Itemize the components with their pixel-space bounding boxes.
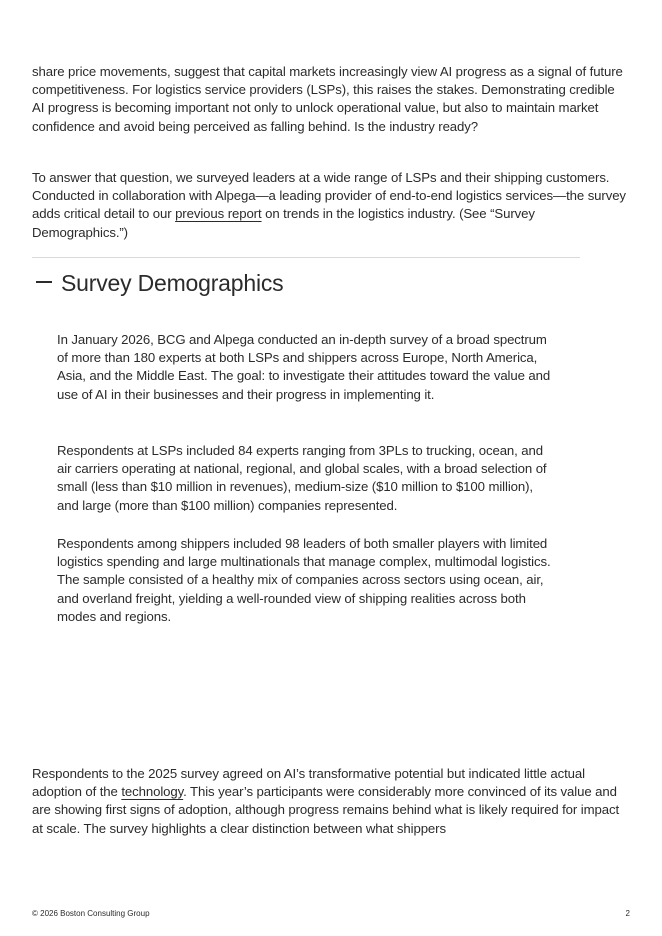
survey-demographics-title: Survey Demographics: [61, 270, 284, 296]
footer-copyright: © 2026 Boston Consulting Group: [32, 909, 150, 918]
section-divider: [32, 257, 580, 258]
demographics-paragraph-2: Respondents at LSPs included 84 experts ranging from 3PLs to trucking, ocean, and air carriers operating at national, regional, and global scales, with a broad selection of small (less than $10 million in revenues), medium-size ($10 million to $100 million), and large (more than $100 million) companies represented.: [57, 443, 547, 513]
closing-text-after: . This year’s participants were considerably more convinced of its value and are showing first signs of adoption, although progress remains behind what is likely required for impact at scale. The survey highlights a clear distinction between what shippers: [32, 784, 620, 836]
previous-report-link[interactable]: previous report: [175, 206, 262, 222]
intro-paragraph-2: [32, 169, 628, 242]
demographics-paragraph-1: In January 2026, BCG and Alpega conducted an in-depth survey of a broad spectrum of more than 180 experts at both LSPs and shippers across Europe, North America, Asia, and the Middle East. The goal: to investigate their attitudes toward the value and use of AI in their businesses and their progress in implementing it.: [57, 332, 551, 402]
minus-collapse-icon[interactable]: [36, 281, 52, 283]
intro-paragraph-2-text-after: on trends in the logistics industry. (See “Survey Demographics.”): [32, 206, 535, 240]
intro-paragraph-2-text-before: To answer that question, we surveyed leaders at a wide range of LSPs and their shipping customers. Conducted in collaboration with Alpega—a leading provider of end-to-end logistics services—the survey adds critical detail to our: [32, 170, 626, 222]
closing-text-before: Respondents to the 2025 survey agreed on AI’s transformative potential but indicated little actual adoption of the: [32, 766, 585, 800]
demographics-paragraph-3: Respondents among shippers included 98 leaders of both smaller players with limited logistics spending and large multinationals that manage complex, multimodal logistics. The sample consisted of a healthy mix of companies across sectors using ocean, air, and overland freight, yielding a well-rounded view of shipping realities across both modes and regions.: [57, 536, 551, 624]
footer-page-number: 2: [625, 909, 630, 918]
closing-paragraph: [32, 765, 628, 838]
technology-link[interactable]: technology: [121, 784, 184, 800]
intro-paragraph-1: share price movements, suggest that capital markets increasingly view AI progress as a signal of future competitiveness. For logistics service providers (LSPs), this raises the stakes. Demonstrating credible AI progress is becoming important not only to unlock operational value, but also to maintain market confidence and avoid being perceived as falling behind. Is the industry ready?: [32, 64, 623, 134]
survey-demographics-toggle[interactable]: [32, 268, 283, 302]
